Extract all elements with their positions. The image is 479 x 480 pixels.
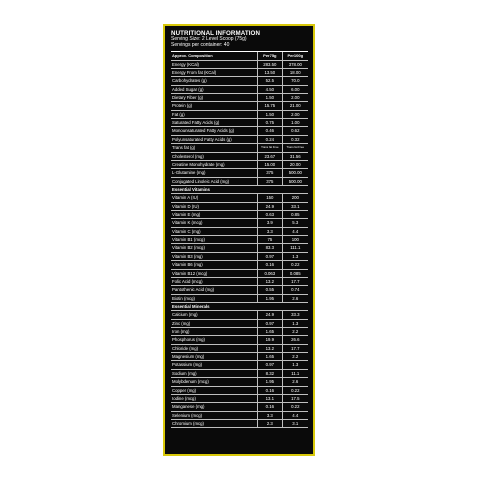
value-per-100g: 70.0 <box>291 78 300 84</box>
value-per-100g: 1.3 <box>292 320 299 326</box>
value-per-75g: 0.16 <box>258 261 282 268</box>
nutrient-label: Vitamin E (mg) <box>171 211 258 218</box>
table-row <box>171 353 308 361</box>
value-per-100g: Trans fat Free <box>286 145 305 150</box>
table-row <box>171 361 308 369</box>
nutrient-label: Energy (KCal) <box>171 61 258 68</box>
nutrient-label: Phosphorus (mg) <box>171 336 258 343</box>
section-title: Essential Vitamins <box>172 186 210 192</box>
value-per-100g: 2.00 <box>291 111 300 117</box>
value-per-75g: 13.2 <box>258 345 282 352</box>
table-row <box>171 395 308 403</box>
table-row <box>171 94 308 102</box>
value-per-75g: 2.3 <box>258 420 282 427</box>
value-per-100g: 500.00 <box>288 178 302 184</box>
table-row <box>171 119 308 127</box>
value-per-75g: 1.95 <box>258 378 282 385</box>
value-per-75g: 3.3 <box>258 412 282 419</box>
nutrient-label: Calcium (mg) <box>171 311 258 318</box>
nutrient-label: Magnesium (mg) <box>171 353 258 360</box>
table-row <box>171 203 308 211</box>
nutrient-label: Vitamin B1 (mcg) <box>171 236 258 243</box>
nutrient-label: Iodine (mcg) <box>171 395 258 402</box>
table-row <box>171 253 308 261</box>
column-header-per100g: Per100g <box>287 53 304 59</box>
value-per-100g: 1.3 <box>292 362 299 368</box>
table-row <box>171 219 308 227</box>
value-per-100g: 4.4 <box>292 412 299 418</box>
table-row <box>171 403 308 411</box>
nutrient-label: Molybdenum (mcg) <box>171 378 258 385</box>
value-per-75g: 0.97 <box>258 253 282 260</box>
nutrient-label: Carbohydrates (g) <box>171 77 258 84</box>
value-per-100g: 17.5 <box>291 395 300 401</box>
nutrient-label: Dietary Fiber (g) <box>171 94 258 101</box>
value-per-75g: 375 <box>258 178 282 185</box>
servings-per-container: Servings per container: 40 <box>171 41 230 48</box>
value-per-75g: Trans fat Free <box>258 144 282 151</box>
table-row <box>171 387 308 395</box>
table-row <box>171 194 308 202</box>
table-row <box>171 228 308 236</box>
nutrition-table <box>171 51 308 428</box>
nutrient-label: Sodium (mg) <box>171 370 258 377</box>
value-per-75g: 0.16 <box>258 403 282 410</box>
value-per-75g: 0.16 <box>258 387 282 394</box>
value-per-100g: 17.7 <box>291 278 300 284</box>
nutrient-label: Zinc (mg) <box>171 320 258 327</box>
value-per-100g: 0.085 <box>289 270 301 276</box>
table-row <box>171 236 308 244</box>
table-row <box>171 378 308 386</box>
value-per-75g: 1.95 <box>258 295 282 302</box>
value-per-75g: 4.50 <box>258 86 282 93</box>
nutrient-label: Copper (mg) <box>171 387 258 394</box>
value-per-100g: 4.4 <box>292 228 299 234</box>
nutrient-label: Saturated Fatty Acids (g) <box>171 119 258 126</box>
nutrient-label: Pantothenic Acid (mg) <box>171 286 258 293</box>
value-per-75g: 24.9 <box>258 203 282 210</box>
nutrient-label: Vitamin B12 (mcg) <box>171 270 258 277</box>
value-per-100g: 20.00 <box>289 161 301 167</box>
nutrient-label: Vitamin A (IU) <box>171 194 258 201</box>
nutrient-label: Trans fat (g) <box>171 144 258 151</box>
table-row <box>171 420 308 428</box>
table-row <box>171 211 308 219</box>
value-per-100g: 1.00 <box>291 120 300 126</box>
nutrient-label: L-Glutamine (mg) <box>171 169 258 176</box>
value-per-75g: 15.75 <box>258 102 282 109</box>
column-header-composition: Approx. Composition <box>171 52 258 59</box>
value-per-75g: 0.46 <box>258 127 282 134</box>
table-row <box>171 127 308 135</box>
value-per-75g: 283.50 <box>258 61 282 68</box>
nutrient-label: Monounsaturated Fatty Acids (g) <box>171 127 258 134</box>
table-row <box>171 244 308 252</box>
value-per-75g: 0.75 <box>258 119 282 126</box>
nutrient-label: Biotin (mcg) <box>171 295 258 302</box>
nutrient-label: Polyunsaturated Fatty Acids (g) <box>171 136 258 143</box>
table-row <box>171 153 308 161</box>
value-per-100g: 100 <box>291 237 299 243</box>
nutrient-label: Energy From fat (KCal) <box>171 69 258 76</box>
nutrient-label: Vitamin B3 (mg) <box>171 253 258 260</box>
table-row <box>171 370 308 378</box>
nutrient-label: Selenium (mcg) <box>171 412 258 419</box>
value-per-75g: 13.2 <box>258 278 282 285</box>
value-per-75g: 75 <box>258 236 282 243</box>
value-per-100g: 2.6 <box>292 379 299 385</box>
value-per-75g: 0.55 <box>258 286 282 293</box>
section-header-row <box>171 186 308 194</box>
value-per-100g: 33.3 <box>291 312 300 318</box>
value-per-75g: 13.50 <box>258 69 282 76</box>
table-row <box>171 278 308 286</box>
nutrient-label: Vitamin B6 (mg) <box>171 261 258 268</box>
value-per-100g: 111.1 <box>290 245 301 251</box>
nutrient-label: Potassium (mg) <box>171 361 258 368</box>
nutrient-label: Vitamin D (IU) <box>171 203 258 210</box>
table-row <box>171 77 308 85</box>
value-per-100g: 26.6 <box>291 337 300 343</box>
value-per-100g: 378.00 <box>288 61 302 67</box>
nutrient-label: Vitamin B2 (mcg) <box>171 244 258 251</box>
table-row <box>171 102 308 110</box>
value-per-75g: 13.1 <box>258 395 282 402</box>
value-per-75g: 0.97 <box>258 320 282 327</box>
table-row <box>171 261 308 269</box>
value-per-100g: 2.00 <box>291 94 300 100</box>
nutrition-facts-panel <box>163 24 315 456</box>
value-per-100g: 0.22 <box>291 387 300 393</box>
table-row <box>171 270 308 278</box>
table-row <box>171 161 308 169</box>
value-per-100g: 21.00 <box>289 103 301 109</box>
value-per-75g: 8.32 <box>258 370 282 377</box>
table-row <box>171 178 308 186</box>
nutrient-label: Fat (g) <box>171 111 258 118</box>
value-per-75g: 23.67 <box>258 153 282 160</box>
table-row <box>171 144 308 152</box>
value-per-75g: 1.50 <box>258 94 282 101</box>
serving-size: Serving Size: 2 Level Scoop (75g) <box>171 36 247 42</box>
value-per-100g: 18.00 <box>289 69 301 75</box>
table-row <box>171 320 308 328</box>
table-row <box>171 336 308 344</box>
value-per-75g: 3.9 <box>258 219 282 226</box>
value-per-75g: 3.3 <box>258 228 282 235</box>
table-row <box>171 328 308 336</box>
table-row <box>171 169 308 177</box>
table-row <box>171 412 308 420</box>
value-per-100g: 33.1 <box>291 203 300 209</box>
nutrient-label: Chloride (mg) <box>171 345 258 352</box>
value-per-100g: 31.56 <box>289 153 301 159</box>
column-header-per75g: Per75g <box>258 52 282 59</box>
value-per-100g: 2.2 <box>292 329 299 335</box>
table-row <box>171 311 308 319</box>
table-row <box>171 69 308 77</box>
value-per-75g: 0.063 <box>258 270 282 277</box>
nutrient-label: Manganese (mg) <box>171 403 258 410</box>
nutrient-label: Creatine Monohydrate (mg) <box>171 161 258 168</box>
table-row <box>171 86 308 94</box>
value-per-75g: 1.65 <box>258 353 282 360</box>
value-per-75g: 1.50 <box>258 111 282 118</box>
nutrient-label: Cholesterol (mg) <box>171 153 258 160</box>
section-header-row <box>171 303 308 311</box>
table-row <box>171 295 308 303</box>
value-per-75g: 0.97 <box>258 361 282 368</box>
value-per-75g: 1.65 <box>258 328 282 335</box>
value-per-100g: 500.00 <box>288 170 302 176</box>
value-per-75g: 375 <box>258 169 282 176</box>
table-row <box>171 61 308 69</box>
value-per-100g: 17.7 <box>291 345 300 351</box>
nutrient-label: Vitamin K (mcg) <box>171 219 258 226</box>
nutrient-label: Folic Acid (mcg) <box>171 278 258 285</box>
nutrient-label: Protein (g) <box>171 102 258 109</box>
table-body <box>171 61 308 429</box>
value-per-75g: 24.9 <box>258 311 282 318</box>
nutrient-label: Chromium (mcg) <box>171 420 258 427</box>
panel-title: NUTRITIONAL INFORMATION <box>171 30 261 37</box>
value-per-75g: 0.63 <box>258 211 282 218</box>
value-per-100g: 11.1 <box>291 370 300 376</box>
value-per-75g: 15.00 <box>258 161 282 168</box>
nutrient-label: Conjugated Linoleic Acid (mg) <box>171 178 258 185</box>
value-per-100g: 5.3 <box>292 220 299 226</box>
value-per-100g: 0.62 <box>291 128 300 134</box>
value-per-100g: 0.32 <box>291 136 300 142</box>
value-per-100g: 3.1 <box>292 421 299 426</box>
value-per-100g: 200 <box>291 195 299 201</box>
table-header-row <box>171 52 308 60</box>
section-title: Essential Minerals <box>172 303 210 309</box>
value-per-100g: 0.22 <box>291 262 300 268</box>
value-per-75g: 52.5 <box>258 77 282 84</box>
value-per-100g: 2.2 <box>292 354 299 360</box>
value-per-75g: 83.3 <box>258 244 282 251</box>
table-row <box>171 345 308 353</box>
value-per-75g: 150 <box>258 194 282 201</box>
value-per-75g: 0.24 <box>258 136 282 143</box>
value-per-100g: 6.00 <box>291 86 300 92</box>
nutrient-label: Iron (mg) <box>171 328 258 335</box>
value-per-100g: 0.85 <box>291 212 300 218</box>
value-per-100g: 2.6 <box>292 295 299 301</box>
nutrient-label: Vitamin C (mg) <box>171 228 258 235</box>
value-per-100g: 0.74 <box>291 287 300 293</box>
nutrient-label: Added Sugar (g) <box>171 86 258 93</box>
value-per-75g: 19.9 <box>258 336 282 343</box>
table-row <box>171 111 308 119</box>
table-row <box>171 286 308 294</box>
value-per-100g: 1.3 <box>292 253 299 259</box>
table-row <box>171 136 308 144</box>
value-per-100g: 0.22 <box>291 404 300 410</box>
